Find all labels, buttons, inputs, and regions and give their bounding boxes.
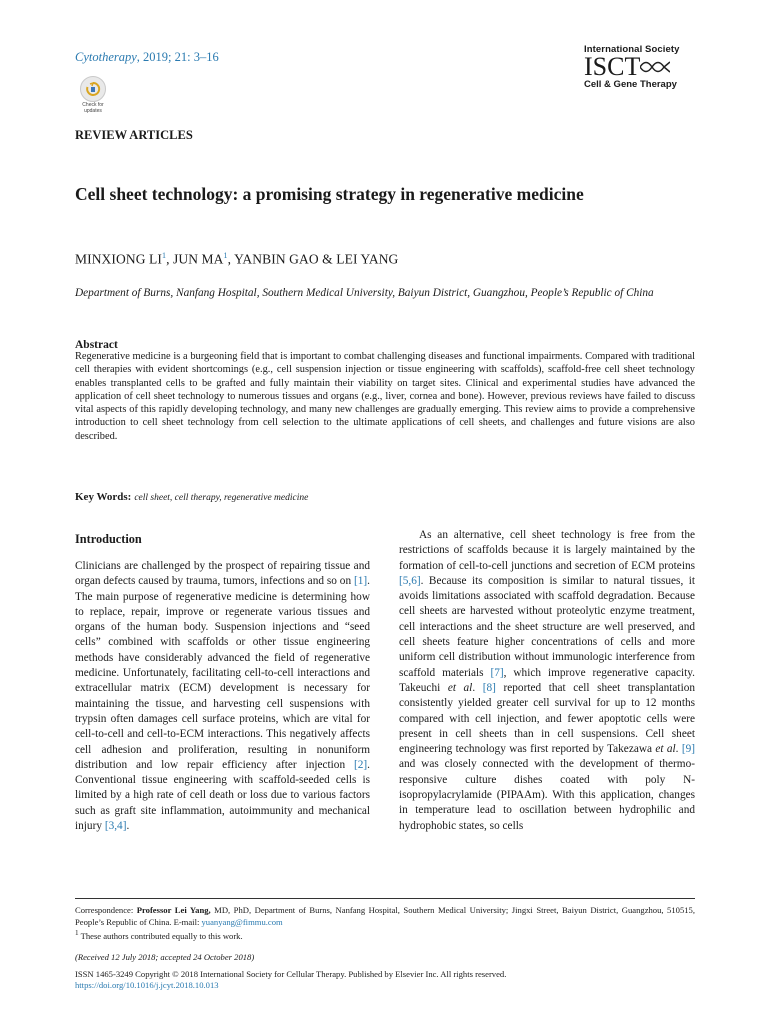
- isct-logo: [584, 44, 694, 90]
- introduction-heading: Introduction: [75, 532, 142, 546]
- doi-link[interactable]: https://doi.org/10.1016/j.jcyt.2018.10.013: [75, 980, 219, 990]
- citation-link[interactable]: [9]: [681, 743, 695, 756]
- author-name: MINXIONG LI: [75, 251, 162, 267]
- badge-label: Check for updates: [82, 102, 104, 114]
- journal-name: Cytotherapy: [75, 50, 137, 64]
- author-name: , YANBIN GAO & LEI YANG: [227, 251, 399, 267]
- section-label: REVIEW ARTICLES: [75, 128, 193, 142]
- society-acronym: ISCT: [584, 55, 694, 79]
- keywords-value: cell sheet, cell therapy, regenerative medicine: [134, 493, 309, 503]
- citation-link[interactable]: [7]: [490, 666, 504, 679]
- author-footnote-link[interactable]: 1: [161, 251, 167, 260]
- keywords-label: Key Words:: [75, 491, 132, 503]
- citation-link[interactable]: [1]: [353, 575, 368, 588]
- check-for-updates-badge[interactable]: [76, 76, 110, 114]
- journal-citation[interactable]: [75, 50, 219, 65]
- correspondence: Correspondence: Professor Lei Yang, MD, PhD, Department of Burns, Nanfang Hospital, Southern Medical University; Jingxi Street, Baiyun District, Guangzhou, 510515, People’s Republic of China. E-mail: yuanyang@fimmu.com: [75, 905, 695, 927]
- affiliation: Department of Burns, Nanfang Hospital, Southern Medical University, Baiyun District, Guangzhou, People’s Republic of China: [75, 287, 654, 299]
- email-link[interactable]: yuanyang@fimmu.com: [201, 916, 283, 927]
- article-title: Cell sheet technology: a promising strategy in regenerative medicine: [75, 184, 584, 204]
- citation-link[interactable]: [3,4]: [104, 820, 127, 833]
- abstract-heading: Abstract: [75, 339, 118, 351]
- author-list: MINXIONG $LI^1$, JUN $MA^1$, YANBIN GAO & LEI YANG: [75, 251, 399, 267]
- copyright-line: ISSN 1465-3249 Copyright © 2018 International Society for Cellular Therapy. Published by Elsevier Inc. All rights reserved.: [75, 969, 507, 979]
- author-footnote-link[interactable]: 1: [223, 251, 228, 260]
- society-tagline: Cell & Gene Therapy: [584, 79, 677, 90]
- author-name: JUN MA: [173, 251, 224, 267]
- body-column-right: As an alternative, cell sheet technology is free from the restrictions of scaffolds because it is largely maintained by the formation of cell-to-cell junctions and secretion of ECM proteins [5,6]. Because its composition is similar to natural tissues, it avoids limitations associated with scaffold degradation. Because cell sheets are harvested without proteolytic enzyme treatment, cell interactions and the sheet structure are well preserved, and cell sheets feature higher concentrations of cells and more uniform cell distribution without immunologic interference from scaffold materials [7], which improve regenerative capacity. Takeuchi et al. [8] reported that cell sheet transplantation consistently yielded greater cell survival for up to 12 months compared with cell injection, and fewer apoptotic cells were present in cell sheets than in cell suspensions. Cell sheet engineering technology was first reported by Takezawa et al. [9] and was closely connected with the development of thermo-responsive culture dishes coated with poly N-isopropylacrylamide (PIPAAm). With this application, changes in temperature lead to oscillation between hydrophilic and hydrophobic states, so cells: [399, 529, 696, 832]
- footnote-divider: [75, 898, 695, 899]
- received-dates: (Received 12 July 2018; accepted 24 October 2018): [75, 952, 255, 962]
- society-name: International Society: [584, 44, 680, 55]
- abstract-text: Regenerative medicine is a burgeoning field that is important to combat challenging diseases and functional impairments. Compared with traditional cell therapies with evident shortcomings (e.g., cell suspension injection or tissue engineering with scaffolds), scaffold-free cell sheet technology enables transplanted cells to be grafted and fully maintain their viability on target sites. Clinical and experimental studies have advanced the application of cell sheet technology to numerous tissues and organs (e.g., liver, cornea and bone). However, previous reviews have failed to discuss vital aspects of this rapidly developing technology, and many new challenges are gradually emerging. This review aims to provide a comprehensive introduction to cell sheet technology from cell selection to the ultimate applications of cell sheets, and challenges and future visions are also described.: [75, 351, 695, 442]
- author-footnote: $^1$ These authors contributed equally to this work.: [75, 929, 243, 941]
- body-column-left: Clinicians are challenged by the prospect of repairing tissue and organ defects caused by trauma, tumors, infections and so on [1]. The main purpose of regenerative medicine is determining how to replace, repair, improve or regenerate various tissues and organs of the human body. Suspension injections and “seed cells” combined with scaffolds or other tissue engineering methods have considerably advanced the field of regenerative medicine. Unfortunately, facilitating cell-to-cell interactions and extracellular matrix (ECM) development is necessary for maintaining the tissue, and harvesting cell suspensions with trypsin often damages cell surface proteins, which are vital for cell-to-cell and cell-to-ECM interactions. This negatively affects cell adhesion and proliferation, resulting in nonuniform distribution and low repair efficiency after injection [2]. Conventional tissue engineering with scaffold-seeded cells is limited by a high rate of cell death or loss due to various factors such as graft site inflammation, autoimmunity and mechanical injury [3,4].: [75, 560, 370, 833]
- update-icon: [80, 76, 106, 102]
- citation-link[interactable]: [8]: [482, 681, 496, 694]
- citation-link[interactable]: [5,6]: [399, 574, 421, 587]
- keywords: [75, 491, 308, 503]
- citation-link[interactable]: [2]: [353, 758, 368, 771]
- dna-helix-icon: [640, 60, 670, 74]
- journal-volume: , 2019; 21: 3–16: [136, 50, 219, 64]
